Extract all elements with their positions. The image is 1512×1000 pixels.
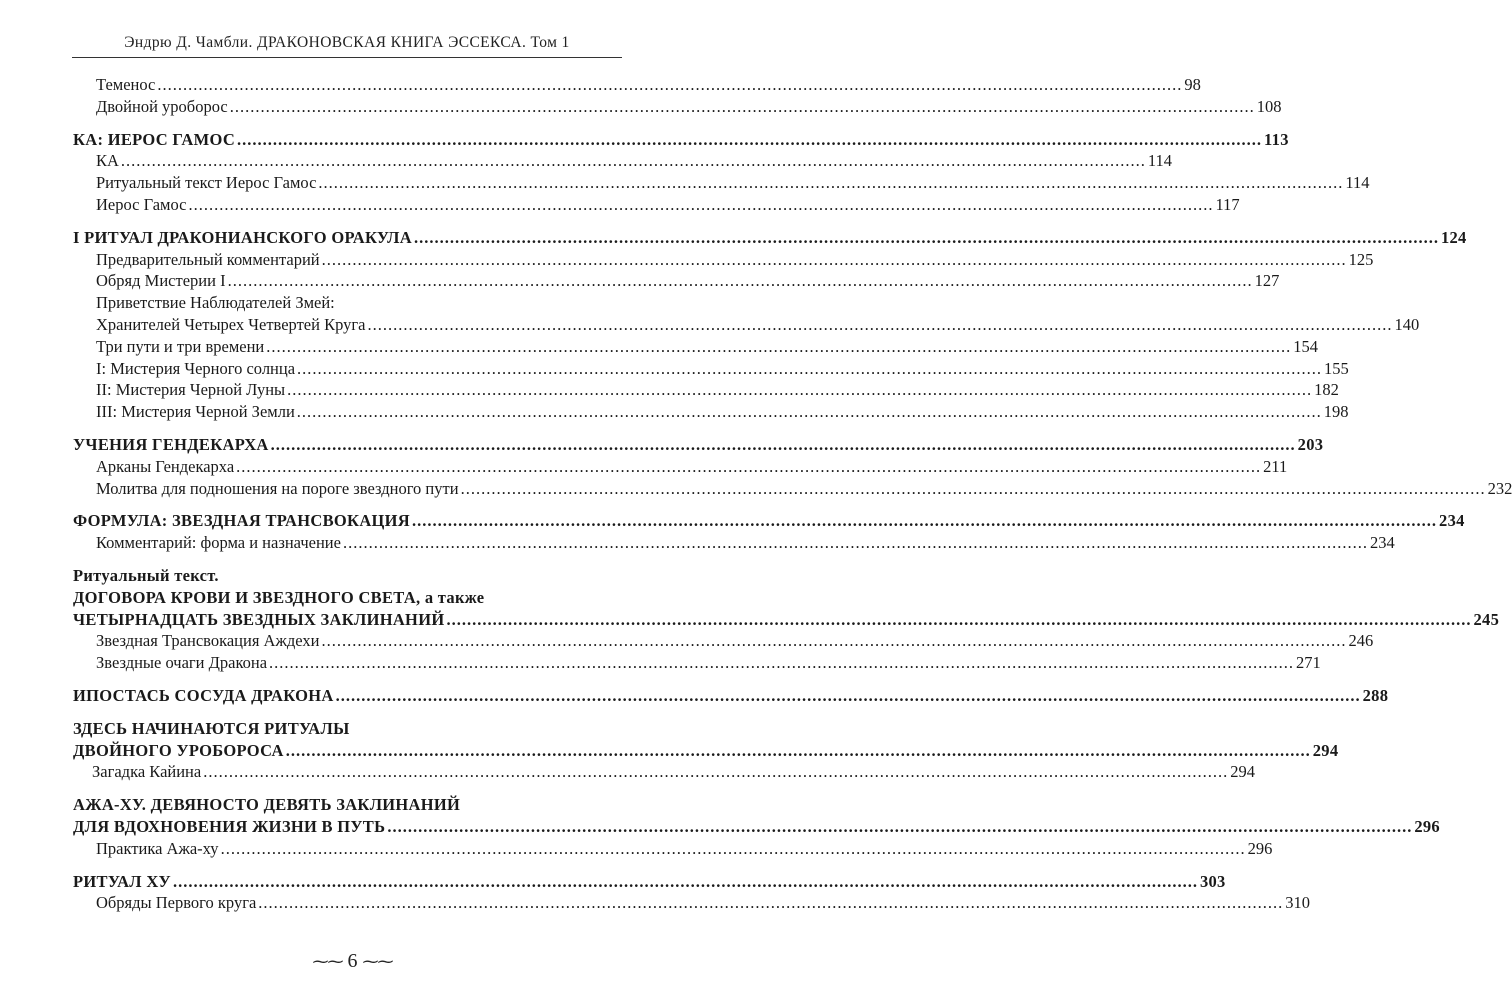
toc-heading: [73, 816, 1440, 838]
dot-leader: ........................................................................................................................................................................................................: [220, 838, 1246, 858]
toc-gap: [73, 423, 623, 434]
dot-leader: ........................................................................................................................................................................................................: [237, 129, 1263, 149]
toc-page-number: 303: [1199, 871, 1226, 891]
toc-entry-title: Загадка Кайина: [92, 762, 202, 782]
toc-entry-title: Звездные очаги Дракона: [96, 653, 268, 673]
toc-entry: [73, 456, 1288, 478]
toc-entry-title: Ритуальный текст Иерос Гамос: [96, 173, 317, 193]
toc-heading: [73, 227, 1467, 249]
toc-page-number: 310: [1285, 893, 1311, 913]
dot-leader: ........................................................................................................................................................................................................: [460, 478, 1486, 498]
toc-page-number: 125: [1348, 249, 1374, 269]
toc-gap: [73, 707, 623, 718]
toc-page-number: 140: [1394, 314, 1420, 334]
toc-entry: [73, 150, 1173, 172]
toc-page-number: 124: [1440, 227, 1467, 247]
toc-entry-title: Ритуальный текст.: [73, 565, 219, 585]
toc-page-number: 296: [1247, 838, 1273, 858]
dot-leader: ........................................................................................................................................................................................................: [227, 271, 1253, 291]
toc-entry: [73, 838, 1273, 860]
toc-entry: [73, 652, 1321, 674]
table-of-contents: [73, 74, 1512, 914]
toc-entry: [73, 74, 1201, 96]
toc-entry-title: ФОРМУЛА: ЗВЕЗДНАЯ ТРАНСВОКАЦИЯ: [73, 511, 411, 531]
toc-entry-title: Обряд Мистерии I: [96, 271, 226, 291]
dot-leader: ........................................................................................................................................................................................................: [413, 227, 1439, 247]
dot-leader: ........................................................................................................................................................................................................: [270, 434, 1296, 454]
folio-ornament-right: ⁓⁓: [362, 954, 393, 971]
toc-gap: [73, 499, 623, 510]
toc-page-number: 234: [1439, 511, 1465, 531]
dot-leader: ........................................................................................................................................................................................................: [203, 762, 1229, 782]
toc-entry-title: Приветствие Наблюдателей Змей:: [96, 293, 335, 313]
toc-page-number: 198: [1323, 402, 1349, 422]
toc-page-number: 288: [1362, 685, 1389, 705]
toc-entry-title: III: Мистерия Черной Земли: [96, 402, 295, 422]
toc-heading: [73, 587, 623, 609]
toc-entry-title: Звездная Трансвокация Аждехи: [96, 631, 320, 651]
toc-entry-title: РИТУАЛ ХУ: [73, 871, 171, 891]
running-header: Эндрю Д. Чамбли. ДРАКОНОВСКАЯ КНИГА ЭССЕКСА. Том 1: [124, 34, 570, 51]
toc-entry-title: ДВОЙНОГО УРОБОРОСА: [73, 740, 284, 760]
toc-page-number: 246: [1348, 631, 1374, 651]
dot-leader: ........................................................................................................................................................................................................: [287, 380, 1313, 400]
toc-entry: [73, 478, 1512, 500]
toc-entry-title: I РИТУАЛ ДРАКОНИАНСКОГО ОРАКУЛА: [73, 227, 412, 247]
dot-leader: ........................................................................................................................................................................................................: [258, 893, 1284, 913]
toc-gap: [73, 783, 623, 794]
toc-heading: [73, 718, 623, 740]
dot-leader: ........................................................................................................................................................................................................: [120, 151, 1146, 171]
toc-entry: [73, 401, 1349, 423]
dot-leader: ........................................................................................................................................................................................................: [318, 173, 1344, 193]
toc-page-number: 114: [1147, 151, 1173, 171]
page-number: 6: [347, 950, 358, 972]
toc-entry: [73, 172, 1370, 194]
toc-gap: [73, 216, 623, 227]
toc-entry-title: Три пути и три времени: [96, 336, 265, 356]
toc-entry: [73, 292, 623, 314]
toc-entry: [73, 761, 1255, 783]
toc-entry-title: КА: [96, 151, 119, 171]
toc-entry-title: I: Мистерия Черного солнца: [96, 358, 296, 378]
dot-leader: ........................................................................................................................................................................................................: [266, 336, 1292, 356]
header-rule: [72, 57, 622, 58]
toc-page-number: 182: [1314, 380, 1339, 400]
toc-entry: [73, 630, 1374, 652]
toc-entry-title: Теменос: [96, 75, 156, 94]
toc-page-number: 108: [1256, 96, 1282, 116]
toc-gap: [73, 860, 623, 871]
toc-entry-title: Молитва для подношения на пороге звездного пути: [96, 478, 459, 498]
toc-page-number: 211: [1263, 456, 1288, 476]
toc-gap: [73, 674, 623, 685]
dot-leader: ........................................................................................................................................................................................................: [297, 358, 1323, 378]
toc-entry: [73, 892, 1311, 914]
dot-leader: ........................................................................................................................................................................................................: [172, 871, 1198, 891]
dot-leader: ........................................................................................................................................................................................................: [157, 75, 1183, 94]
toc-page-number: 245: [1473, 609, 1500, 629]
toc-entry: [73, 358, 1349, 380]
dot-leader: ........................................................................................................................................................................................................: [236, 456, 1262, 476]
toc-heading: [73, 609, 1500, 631]
toc-heading: [73, 794, 623, 816]
toc-heading: [73, 434, 1324, 456]
toc-heading: [73, 129, 1289, 151]
toc-entry-title: Предварительный комментарий: [96, 249, 320, 269]
toc-entry-title: Иерос Гамос: [96, 194, 187, 214]
dot-leader: ........................................................................................................................................................................................................: [188, 194, 1214, 214]
toc-page-number: 98: [1184, 75, 1201, 94]
dot-leader: ........................................................................................................................................................................................................: [285, 740, 1311, 760]
toc-entry: [73, 532, 1395, 554]
dot-leader: ........................................................................................................................................................................................................: [446, 609, 1472, 629]
toc-entry-title: Обряды Первого круга: [96, 893, 257, 913]
toc-entry: [73, 314, 1420, 336]
toc-entry-title: ДОГОВОРА КРОВИ И ЗВЕЗДНОГО СВЕТА, а также: [73, 587, 485, 607]
toc-entry-title: АЖА-ХУ. ДЕВЯНОСТО ДЕВЯТЬ ЗАКЛИНАНИЙ: [73, 795, 461, 815]
page-folio: [0, 950, 705, 973]
toc-entry-title: Практика Ажа-ху: [96, 838, 219, 858]
toc-page-number: 294: [1230, 762, 1255, 782]
toc-entry-title: ЧЕТЫРНАДЦАТЬ ЗВЕЗДНЫХ ЗАКЛИНАНИЙ: [73, 609, 445, 629]
dot-leader: ........................................................................................................................................................................................................: [321, 249, 1347, 269]
toc-entry-title: КА: ИЕРОС ГАМОС: [73, 129, 236, 149]
dot-leader: ........................................................................................................................................................................................................: [321, 631, 1347, 651]
toc-entry-title: ИПОСТАСЬ СОСУДА ДРАКОНА: [73, 685, 334, 705]
dot-leader: ........................................................................................................................................................................................................: [335, 685, 1361, 705]
dot-leader: ........................................................................................................................................................................................................: [387, 816, 1413, 836]
toc-page-number: 127: [1254, 271, 1280, 291]
dot-leader: ........................................................................................................................................................................................................: [269, 653, 1295, 673]
toc-entry: [73, 194, 1240, 216]
dot-leader: ........................................................................................................................................................................................................: [412, 511, 1438, 531]
toc-heading: [73, 871, 1226, 893]
toc-page-number: 232: [1487, 478, 1512, 498]
toc-page-number: 113: [1264, 129, 1289, 149]
toc-gap: [73, 554, 623, 565]
toc-entry-title: Хранителей Четырех Четвертей Круга: [96, 314, 366, 334]
dot-leader: ........................................................................................................................................................................................................: [296, 402, 1322, 422]
toc-gap: [73, 118, 623, 129]
toc-entry-title: Арканы Гендекарха: [96, 456, 235, 476]
toc-heading: [73, 510, 1465, 532]
toc-page-number: 296: [1414, 816, 1440, 836]
toc-entry-title: Комментарий: форма и назначение: [96, 533, 341, 553]
toc-entry: [73, 379, 1339, 401]
toc-entry: [73, 270, 1280, 292]
toc-page-number: 155: [1324, 358, 1349, 378]
toc-heading: [73, 565, 623, 587]
toc-page-number: 271: [1296, 653, 1321, 673]
toc-page-number: 203: [1297, 434, 1324, 454]
toc-page-number: 117: [1215, 194, 1240, 214]
dot-leader: ........................................................................................................................................................................................................: [367, 314, 1393, 334]
toc-heading: [73, 685, 1389, 707]
toc-entry-title: II: Мистерия Черной Луны: [96, 380, 286, 400]
toc-entry: [73, 249, 1374, 271]
toc-page-number: 294: [1312, 740, 1339, 760]
dot-leader: ........................................................................................................................................................................................................: [229, 96, 1255, 116]
toc-entry: [73, 96, 1282, 118]
toc-entry-title: УЧЕНИЯ ГЕНДЕКАРХА: [73, 434, 269, 454]
folio-ornament-left: ⁓⁓: [312, 954, 343, 971]
toc-entry-title: ЗДЕСЬ НАЧИНАЮТСЯ РИТУАЛЫ: [73, 718, 350, 738]
toc-heading: [73, 740, 1339, 762]
toc-page-number: 154: [1293, 336, 1319, 356]
toc-entry-title: ДЛЯ ВДОХНОВЕНИЯ ЖИЗНИ В ПУТЬ: [73, 816, 386, 836]
toc-page-number: 114: [1345, 173, 1370, 193]
toc-page-number: 234: [1369, 533, 1395, 553]
dot-leader: ........................................................................................................................................................................................................: [342, 533, 1368, 553]
toc-entry: [73, 336, 1319, 358]
toc-entry-title: Двойной уроборос: [96, 96, 228, 116]
